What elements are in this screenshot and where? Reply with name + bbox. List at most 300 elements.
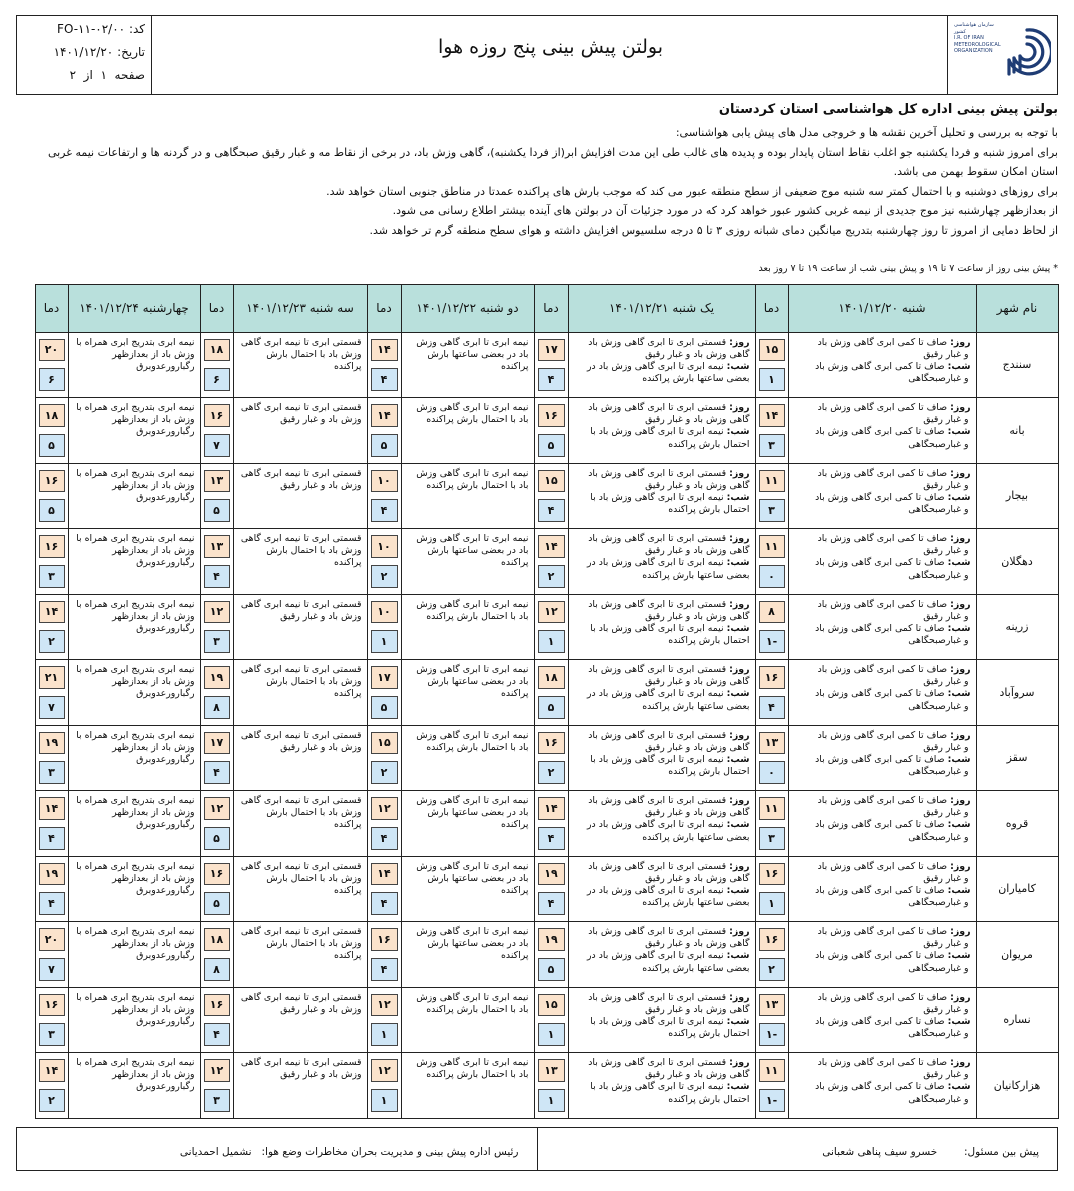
temperature-cell — [35, 921, 69, 988]
day-text: قسمتی ابری تا ابری گاهی وزش باد گاهی وزش باد و غبار رقیق — [588, 598, 750, 622]
min-temp: ۴ — [204, 565, 230, 588]
max-temp: ۱۳ — [759, 994, 785, 1017]
sunday-forecast — [568, 725, 756, 792]
night-forecast — [792, 950, 971, 962]
forecast-text: قسمتی ابری تا نیمه ابری گاهی وزش باد و غبار رقیق — [233, 1052, 368, 1119]
temperature-cell — [755, 463, 789, 530]
temperature-cell — [200, 594, 234, 661]
forecast-text: نیمه ابری بتدریج ابری همراه با وزش باد از بعدازظهر رگبارورعدوبرق — [68, 921, 201, 988]
temperature-cell — [200, 659, 234, 726]
temperature-cell — [367, 921, 402, 988]
night-forecast — [590, 426, 749, 449]
max-temp: ۱۹ — [204, 666, 230, 689]
max-temp: ۱۴ — [371, 863, 398, 886]
forecast-text: نیمه ابری بتدریج ابری همراه با وزش باد از بعدازظهر رگبارورعدوبرق — [68, 1052, 201, 1119]
max-temp: ۱۹ — [538, 928, 565, 951]
sunday-forecast — [568, 594, 756, 661]
forecaster-label: پیش بین مسئول: — [964, 1146, 1039, 1158]
temperature-cell — [200, 397, 234, 464]
temperature-cell — [35, 987, 69, 1054]
temperature-cell — [755, 332, 789, 399]
night-forecast — [590, 492, 749, 515]
city-name: بیجار — [976, 463, 1059, 530]
night-text-cont: و غبارصبحگاهی — [908, 569, 969, 581]
min-temp: ۴ — [538, 827, 565, 850]
min-temp: ۱ — [538, 1089, 565, 1112]
summary-line: با توجه به بررسی و تحلیل آخرین نقشه ها و خروجی مدل های پیش یابی هواشناسی: — [675, 126, 1058, 139]
forecast-text: نیمه ابری تا ابری گاهی وزش باد با احتمال بارش پراکنده — [401, 397, 535, 464]
temperature-cell — [755, 659, 789, 726]
sunday-forecast — [568, 987, 756, 1054]
city-name: نساره — [976, 987, 1059, 1054]
min-temp: ۴ — [204, 1023, 230, 1046]
day-forecast — [588, 664, 749, 687]
temperature-cell — [35, 528, 69, 595]
column-header: دما — [367, 284, 402, 333]
night-text: صاف تا کمی ابری گاهی وزش باد — [815, 1081, 945, 1093]
night-label: شب: — [726, 688, 750, 700]
forecast-text: نیمه ابری بتدریج ابری همراه با وزش باد از بعدازظهر رگبارورعدوبرق — [68, 856, 201, 923]
max-temp: ۱۳ — [204, 470, 230, 493]
min-temp: -۱ — [759, 1089, 785, 1112]
max-temp: ۱۵ — [759, 339, 785, 362]
day-forecast — [792, 337, 971, 349]
min-temp: ۲ — [371, 565, 398, 588]
temperature-cell — [200, 1052, 234, 1119]
night-forecast — [792, 557, 971, 569]
temperature-cell — [367, 463, 402, 530]
night-text: نیمه ابری تا ابری گاهی وزش باد با احتمال بارش پراکنده — [590, 491, 750, 516]
night-text: صاف تا کمی ابری گاهی وزش باد — [815, 360, 945, 372]
night-text: صاف تا کمی ابری گاهی وزش باد — [815, 753, 945, 765]
forecast-text: نیمه ابری تا ابری گاهی وزش باد در بعضی ساعتها بارش پراکنده — [401, 921, 535, 988]
night-label: شب: — [726, 622, 750, 634]
max-temp: ۱۴ — [39, 1059, 65, 1082]
night-text-cont: و غبارصبحگاهی — [908, 635, 969, 647]
night-text-cont: و غبارصبحگاهی — [908, 700, 969, 712]
logo-text: سازمان هواشناسی کشور I.R. OF IRAN METEOROLOGICAL ORGANIZATION — [954, 22, 1001, 54]
max-temp: ۱۸ — [204, 928, 230, 951]
city-name: مریوان — [976, 921, 1059, 988]
temperature-cell — [200, 528, 234, 595]
saturday-forecast — [788, 856, 977, 923]
night-text: صاف تا کمی ابری گاهی وزش باد — [815, 688, 945, 700]
day-label: روز: — [950, 402, 971, 413]
sunday-forecast — [568, 659, 756, 726]
max-temp: ۱۲ — [371, 994, 398, 1017]
column-header: دما — [35, 284, 69, 333]
min-temp: ۰ — [759, 565, 785, 588]
date-value: ۱۴۰۱/۱۲/۲۰ — [53, 45, 114, 59]
forecast-text: نیمه ابری تا ابری گاهی وزش باد با احتمال بارش پراکنده — [401, 725, 535, 792]
forecast-text: نیمه ابری بتدریج ابری همراه با وزش باد از بعدازظهر رگبارورعدوبرق — [68, 463, 201, 530]
temperature-cell — [534, 921, 569, 988]
max-temp: ۲۰ — [39, 928, 65, 951]
min-temp: ۱ — [371, 1089, 398, 1112]
temperature-cell — [367, 659, 402, 726]
city-name: سنندج — [976, 332, 1059, 399]
min-temp: ۸ — [204, 696, 230, 719]
code-label: کد: — [128, 22, 145, 36]
forecast-text: نیمه ابری تا ابری گاهی وزش باد در بعضی ساعتها بارش پراکنده — [401, 659, 535, 726]
night-text: نیمه ابری تا ابری گاهی وزش باد در بعضی ساعتها بارش پراکنده — [587, 360, 750, 385]
saturday-forecast — [788, 987, 977, 1054]
column-header: شنبه ۱۴۰۱/۱۲/۲۰ — [788, 284, 977, 333]
min-temp: ۱ — [371, 1023, 398, 1046]
min-temp: ۷ — [39, 696, 65, 719]
temperature-cell — [35, 397, 69, 464]
city-name: زرینه — [976, 594, 1059, 661]
temperature-cell — [534, 856, 569, 923]
night-label: شب: — [726, 1081, 750, 1093]
max-temp: ۱۶ — [204, 994, 230, 1017]
summary-title: بولتن پیش بینی اداره کل هواشناسی استان کردستان — [718, 102, 1058, 117]
temperature-cell — [200, 987, 234, 1054]
min-temp: ۵ — [538, 434, 565, 457]
city-name: سروآباد — [976, 659, 1059, 726]
forecast-text: نیمه ابری بتدریج ابری همراه با وزش باد از بعدازظهر رگبارورعدوبرق — [68, 594, 201, 661]
day-label: روز: — [950, 598, 971, 610]
day-forecast — [588, 730, 749, 753]
city-name: هزارکانیان — [976, 1052, 1059, 1119]
night-label: شب: — [726, 557, 750, 569]
day-label: روز: — [729, 598, 750, 610]
night-label: شب: — [947, 557, 971, 569]
day-forecast — [588, 992, 749, 1015]
temperature-cell — [367, 725, 402, 792]
forecast-text: نیمه ابری تا ابری گاهی وزش باد با احتمال بارش پراکنده — [401, 987, 535, 1054]
day-text-cont: و غبار رقیق — [923, 938, 969, 950]
night-forecast — [792, 688, 971, 700]
night-text: صاف تا کمی ابری گاهی وزش باد — [815, 950, 945, 962]
forecast-text: نیمه ابری تا ابری گاهی وزش باد در بعضی ساعتها بارش پراکنده — [401, 790, 535, 857]
bulletin-header — [16, 15, 1058, 95]
day-label: روز: — [950, 795, 971, 806]
day-forecast — [792, 1057, 971, 1069]
page-number: ۱ — [100, 68, 107, 82]
min-temp: ۳ — [39, 565, 65, 588]
night-label: شب: — [947, 753, 971, 765]
max-temp: ۱۶ — [371, 928, 398, 951]
temperature-cell — [200, 463, 234, 530]
night-text-cont: و غبارصبحگاهی — [908, 504, 969, 516]
max-temp: ۱۸ — [538, 666, 565, 689]
night-forecast — [792, 623, 971, 635]
min-temp: ۲ — [371, 761, 398, 784]
min-temp: ۰ — [759, 761, 785, 784]
temperature-cell — [367, 397, 402, 464]
min-temp: ۲ — [759, 958, 785, 981]
temperature-cell — [367, 856, 402, 923]
forecast-text: نیمه ابری بتدریج ابری همراه با وزش باد از بعدازظهر رگبارورعدوبرق — [68, 528, 201, 595]
night-label: شب: — [947, 426, 971, 438]
night-label: شب: — [726, 426, 750, 438]
temperature-cell — [534, 790, 569, 857]
page-label: صفحه — [114, 68, 145, 82]
min-temp: ۴ — [538, 368, 565, 391]
day-text: قسمتی ابری تا ابری گاهی وزش باد گاهی وزش باد و غبار رقیق — [588, 664, 750, 688]
night-forecast — [792, 1016, 971, 1028]
temperature-cell — [755, 856, 789, 923]
saturday-forecast — [788, 594, 977, 661]
day-text-cont: و غبار رقیق — [923, 741, 969, 753]
night-forecast — [587, 819, 749, 842]
max-temp: ۱۲ — [204, 797, 230, 820]
temperature-cell — [534, 1052, 569, 1119]
column-header: یک شنبه ۱۴۰۱/۱۲/۲۱ — [568, 284, 756, 333]
day-forecast — [792, 664, 971, 676]
night-label: شب: — [726, 884, 750, 896]
min-temp: ۷ — [204, 434, 230, 457]
night-forecast — [587, 885, 749, 908]
night-label: شب: — [947, 884, 971, 896]
forecast-text: نیمه ابری تا ابری گاهی وزش باد با احتمال بارش پراکنده — [401, 463, 535, 530]
max-temp: ۱۵ — [371, 732, 398, 755]
night-label: شب: — [726, 950, 750, 962]
night-forecast — [590, 1016, 749, 1039]
night-forecast — [590, 1081, 749, 1104]
day-text: صاف تا کمی ابری گاهی وزش باد — [817, 664, 948, 675]
max-temp: ۱۱ — [759, 470, 785, 493]
max-temp: ۱۱ — [759, 535, 785, 558]
day-text: قسمتی ابری تا ابری گاهی وزش باد گاهی وزش باد و غبار رقیق — [588, 729, 750, 753]
min-temp: ۴ — [371, 892, 398, 915]
min-temp: ۷ — [39, 958, 65, 981]
day-forecast — [588, 1057, 749, 1080]
max-temp: ۲۰ — [39, 339, 65, 362]
day-text-cont: و غبار رقیق — [923, 872, 969, 884]
day-text: صاف تا کمی ابری گاهی وزش باد — [817, 926, 948, 937]
min-temp: ۴ — [371, 499, 398, 522]
night-text-cont: و غبارصبحگاهی — [908, 373, 969, 385]
temperature-cell — [755, 1052, 789, 1119]
day-label: روز: — [729, 336, 750, 348]
night-text: نیمه ابری تا ابری گاهی وزش باد در بعضی ساعتها بارش پراکنده — [587, 688, 750, 712]
day-text: قسمتی ابری تا ابری گاهی وزش باد گاهی وزش باد و غبار رقیق — [588, 991, 750, 1015]
max-temp: ۱۳ — [759, 732, 785, 755]
day-forecast — [588, 337, 749, 360]
max-temp: ۲۱ — [39, 666, 65, 689]
night-text: نیمه ابری تا ابری گاهی وزش باد با احتمال بارش پراکنده — [590, 1081, 750, 1105]
temperature-cell — [534, 594, 569, 661]
day-text: صاف تا کمی ابری گاهی وزش باد — [817, 795, 948, 806]
sunday-forecast — [568, 463, 756, 530]
day-forecast — [792, 992, 971, 1004]
forecast-text: نیمه ابری تا ابری گاهی وزش باد در بعضی ساعتها بارش پراکنده — [401, 528, 535, 595]
temperature-cell — [755, 725, 789, 792]
organization-logo — [947, 16, 1057, 94]
temperature-cell — [200, 921, 234, 988]
max-temp: ۱۸ — [204, 339, 230, 362]
night-forecast — [792, 885, 971, 897]
forecast-text: قسمتی ابری تا نیمه ابری گاهی وزش باد با احتمال بارش پراکنده — [233, 332, 368, 399]
day-text: قسمتی ابری تا ابری گاهی وزش باد گاهی وزش باد و غبار رقیق — [588, 336, 750, 360]
night-text: صاف تا کمی ابری گاهی وزش باد — [815, 557, 945, 569]
min-temp: ۴ — [204, 761, 230, 784]
day-label: روز: — [729, 533, 750, 544]
day-text-cont: و غبار رقیق — [923, 348, 969, 360]
head-name: نشمیل احمدیانی — [179, 1146, 252, 1158]
day-label: روز: — [950, 991, 971, 1003]
min-temp: ۵ — [371, 696, 398, 719]
night-label: شب: — [947, 491, 971, 503]
day-text-cont: و غبار رقیق — [923, 807, 969, 819]
saturday-forecast — [788, 725, 977, 792]
forecast-text: قسمتی ابری تا نیمه ابری گاهی وزش باد و غبار رقیق — [233, 725, 368, 792]
temperature-cell — [35, 463, 69, 530]
forecast-text: قسمتی ابری تا نیمه ابری گاهی وزش باد و غبار رقیق — [233, 463, 368, 530]
spiral-logo-icon — [1003, 22, 1051, 82]
day-label: روز: — [950, 664, 971, 675]
night-text: صاف تا کمی ابری گاهی وزش باد — [815, 884, 945, 896]
min-temp: ۳ — [204, 1089, 230, 1112]
max-temp: ۱۴ — [371, 339, 398, 362]
night-text: صاف تا کمی ابری گاهی وزش باد — [815, 1015, 945, 1027]
forecast-table — [16, 284, 1058, 1191]
max-temp: ۱۰ — [371, 470, 398, 493]
min-temp: ۲ — [39, 630, 65, 653]
temperature-cell — [35, 659, 69, 726]
saturday-forecast — [788, 397, 977, 464]
night-forecast — [792, 361, 971, 373]
night-text: نیمه ابری تا ابری گاهی وزش باد در بعضی ساعتها بارش پراکنده — [587, 819, 750, 843]
min-temp: ۴ — [538, 892, 565, 915]
sunday-forecast — [568, 1052, 756, 1119]
day-text: قسمتی ابری تا ابری گاهی وزش باد گاهی وزش باد و غبار رقیق — [588, 926, 750, 950]
min-temp: ۲ — [39, 1089, 65, 1112]
max-temp: ۱۹ — [538, 863, 565, 886]
max-temp: ۱۱ — [759, 797, 785, 820]
max-temp: ۸ — [759, 601, 785, 624]
day-text: صاف تا کمی ابری گاهی وزش باد — [817, 598, 948, 610]
page-total: ۲ — [69, 68, 77, 82]
day-label: روز: — [950, 926, 971, 937]
temperature-cell — [755, 594, 789, 661]
night-label: شب: — [947, 360, 971, 372]
night-label: شب: — [726, 360, 750, 372]
night-forecast — [590, 754, 749, 777]
city-name: سقز — [976, 725, 1059, 792]
temperature-cell — [200, 856, 234, 923]
night-text: نیمه ابری تا ابری گاهی وزش باد با احتمال بارش پراکنده — [590, 622, 750, 647]
day-text: صاف تا کمی ابری گاهی وزش باد — [817, 860, 948, 872]
forecast-text: قسمتی ابری تا نیمه ابری گاهی وزش باد با احتمال بارش پراکنده — [233, 790, 368, 857]
forecast-text: قسمتی ابری تا نیمه ابری گاهی وزش باد و غبار رقیق — [233, 987, 368, 1054]
night-forecast — [792, 754, 971, 766]
date-label: تاریخ: — [117, 45, 145, 59]
column-header: دما — [200, 284, 234, 333]
forecast-text: نیمه ابری تا ابری گاهی وزش باد در بعضی ساعتها بارش پراکنده — [401, 332, 535, 399]
min-temp: ۱ — [538, 1023, 565, 1046]
day-forecast — [588, 468, 749, 491]
night-label: شب: — [726, 491, 750, 503]
night-text-cont: و غبارصبحگاهی — [908, 831, 969, 843]
day-label: روز: — [950, 1057, 971, 1068]
max-temp: ۱۴ — [538, 797, 565, 820]
column-header: دو شنبه ۱۴۰۱/۱۲/۲۲ — [401, 284, 535, 333]
night-text: صاف تا کمی ابری گاهی وزش باد — [815, 819, 945, 831]
day-forecast — [792, 468, 971, 480]
night-forecast — [792, 426, 971, 438]
max-temp: ۱۶ — [204, 404, 230, 427]
day-text-cont: و غبار رقیق — [923, 1069, 969, 1081]
day-text-cont: و غبار رقیق — [923, 676, 969, 688]
day-forecast — [792, 599, 971, 611]
max-temp: ۱۴ — [39, 797, 65, 820]
max-temp: ۱۵ — [538, 470, 565, 493]
min-temp: ۵ — [39, 434, 65, 457]
night-label: شب: — [726, 1015, 750, 1027]
forecast-text: قسمتی ابری تا نیمه ابری گاهی وزش باد با احتمال بارش پراکنده — [233, 659, 368, 726]
day-label: روز: — [950, 729, 971, 741]
day-forecast — [588, 599, 749, 622]
max-temp: ۱۶ — [204, 863, 230, 886]
min-temp: ۲ — [538, 761, 565, 784]
time-footnote: * پیش بینی روز از ساعت ۷ تا ۱۹ و پیش بینی شب از ساعت ۱۹ تا ۷ روز بعد — [758, 263, 1058, 274]
day-text: قسمتی ابری تا ابری گاهی وزش باد گاهی وزش باد و غبار رقیق — [588, 533, 750, 557]
max-temp: ۱۲ — [204, 601, 230, 624]
day-text: صاف تا کمی ابری گاهی وزش باد — [817, 729, 948, 741]
city-name: کامیاران — [976, 856, 1059, 923]
max-temp: ۱۳ — [538, 1059, 565, 1082]
min-temp: ۳ — [759, 499, 785, 522]
temperature-cell — [35, 790, 69, 857]
temperature-cell — [534, 528, 569, 595]
city-name: قروه — [976, 790, 1059, 857]
night-text-cont: و غبارصبحگاهی — [908, 1093, 969, 1105]
max-temp: ۱۷ — [371, 666, 398, 689]
sunday-forecast — [568, 790, 756, 857]
night-text: نیمه ابری تا ابری گاهی وزش باد در بعضی ساعتها بارش پراکنده — [587, 950, 750, 974]
forecaster-signature — [537, 1128, 1058, 1170]
column-header: چهارشنبه ۱۴۰۱/۱۲/۲۴ — [68, 284, 201, 333]
min-temp: ۴ — [39, 827, 65, 850]
day-forecast — [588, 795, 749, 818]
min-temp: ۴ — [759, 696, 785, 719]
night-text: نیمه ابری تا ابری گاهی وزش باد با احتمال بارش پراکنده — [590, 1015, 750, 1040]
sunday-forecast — [568, 528, 756, 595]
max-temp: ۱۴ — [39, 601, 65, 624]
forecast-text: قسمتی ابری تا نیمه ابری گاهی وزش باد با احتمال بارش پراکنده — [233, 921, 368, 988]
night-forecast — [590, 623, 749, 646]
day-text: قسمتی ابری تا ابری گاهی وزش باد گاهی وزش باد و غبار رقیق — [588, 1057, 750, 1081]
night-label: شب: — [947, 622, 971, 634]
max-temp: ۱۸ — [39, 404, 65, 427]
day-label: روز: — [729, 1057, 750, 1068]
min-temp: ۴ — [39, 892, 65, 915]
temperature-cell — [200, 790, 234, 857]
min-temp: ۳ — [39, 761, 65, 784]
day-forecast — [792, 861, 971, 873]
temperature-cell — [534, 987, 569, 1054]
night-text: نیمه ابری تا ابری گاهی وزش باد با احتمال بارش پراکنده — [590, 753, 750, 778]
max-temp: ۱۷ — [204, 732, 230, 755]
min-temp: ۴ — [371, 827, 398, 850]
min-temp: ۱ — [759, 368, 785, 391]
max-temp: ۱۶ — [759, 863, 785, 886]
temperature-cell — [534, 463, 569, 530]
min-temp: ۳ — [204, 630, 230, 653]
summary-line: از لحاظ دمایی از امروز تا روز چهارشنبه بتدریج میانگین دمای شبانه روزی ۳ تا ۵ درجه سلسیوس افزایش داشته و هوای سطح منطقه گرم تر خواهد شد. — [369, 223, 1058, 237]
forecast-text: قسمتی ابری تا نیمه ابری گاهی وزش باد و غبار رقیق — [233, 397, 368, 464]
day-forecast — [588, 926, 749, 949]
temperature-cell — [35, 594, 69, 661]
night-text: صاف تا کمی ابری گاهی وزش باد — [815, 622, 945, 634]
day-label: روز: — [729, 402, 750, 413]
day-text: صاف تا کمی ابری گاهی وزش باد — [817, 1057, 948, 1068]
forecast-text: قسمتی ابری تا نیمه ابری گاهی وزش باد با احتمال بارش پراکنده — [233, 856, 368, 923]
day-text-cont: و غبار رقیق — [923, 479, 969, 491]
